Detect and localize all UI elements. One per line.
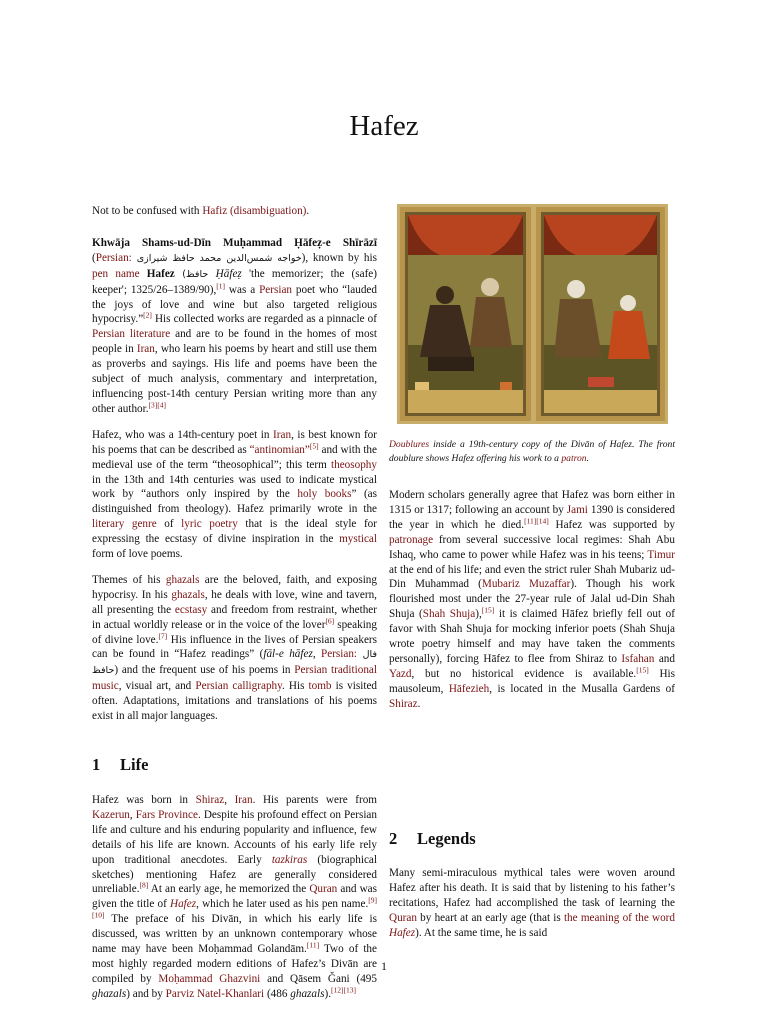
ref-11-14[interactable]: [11][14] bbox=[524, 516, 549, 526]
ref-3-4[interactable]: [3][4] bbox=[148, 400, 167, 410]
doublures-figure bbox=[397, 204, 668, 424]
persian-calligraphy-link[interactable]: Persian calligraphy bbox=[195, 680, 282, 693]
legends-paragraph-1: Many semi-miraculous mythical tales were woven around Hafez after his death. It is said that by listening to his father’s recitations, Hafez had accomplished the task of learning the Quran by heart at an early age (that is the meaning of the word Hafez). At the same time, he is said bbox=[389, 867, 675, 939]
persian-people-link[interactable]: Persian bbox=[259, 283, 292, 296]
legends-column bbox=[389, 866, 675, 952]
quran-link[interactable]: Quran bbox=[309, 883, 338, 896]
yazd-link[interactable]: Yazd bbox=[389, 667, 412, 680]
doublure-right-image bbox=[536, 207, 665, 421]
life-paragraph-2: Modern scholars generally agree that Hafez was born either in 1315 or 1317; following an account by Jami 1390 is considered the year in which he died.[11][14] Hafez was supported by patronage from several successive local regimes: Shah Abu Ishaq, who came to power while Hafez was in his teens; Timur at the end of his life; and even the strict ruler Shah Mubariz ud-Din Muhammad (Mubariz Muzaffar). Though his work flourished most under the 27-year rule of Jalal ud-Din Shah Shuja (Shah Shuja),[15] it is claimed Hāfez briefly fell out of favor with Shah Shuja for mocking inferior poets (Shah Shuja wrote poetry himself and may have taken the comments personally), forcing Hāfez to flee from Shiraz to Isfahan and Yazd, but no historical evidence is available.[15] His mausoleum, Hāfezieh, is located in the Musalla Gardens of Shiraz. bbox=[389, 489, 676, 710]
intro-paragraph-1: Khwāja Shams-ud-Dīn Muḥammad Ḥāfeẓ-e Shīrāzī (Persian: خواجه شمس‌الدین محمد حافظ شیرازی), known by his pen name Hafez (حافظ Ḥāfeẓ 'the memorizer; the (safe) keeper'; 1325/26–1389/90),[1] was a Persian poet who “lauded the joys of love and wine but also targeted religious hypocrisy.”[2] His collected works are regarded as a pinnacle of Persian literature and are to be found in the homes of most people in Iran, who learn his poems by heart and still use them as proverbs and sayings. His life and poems have been the subject of much analysis, commentary and interpretation, influencing post-14th century Persian writing more than any other author.[3][4] bbox=[92, 236, 378, 415]
intro-paragraph-2: Hafez, who was a 14th-century poet in Iran, is best known for his poems that can be described as “antinomian”[5] and with the medieval use of the term “theosophical”; this term theosophy in the 13th and 14th centuries was used to indicate mystical work by “authors only inspired by the holy books” (as distinguished from theology). Hafez primarily wrote in the literary genre of lyric poetry that is the ideal style for expressing the ecstasy of divine inspiration in the mystical form of love poems. bbox=[92, 428, 378, 561]
full-name: Khwāja Shams-ud-Dīn Muḥammad Ḥāfeẓ-e Shīrāzī bbox=[92, 236, 377, 249]
shiraz-link[interactable]: Shiraz bbox=[195, 794, 225, 806]
theosophy-link[interactable]: theosophy bbox=[331, 458, 377, 471]
persian-language-link-2[interactable]: Persian: bbox=[321, 648, 358, 661]
ref-2[interactable]: [2] bbox=[143, 310, 152, 320]
mystical-link[interactable]: mystical bbox=[339, 533, 377, 546]
patronage-link[interactable]: patronage bbox=[389, 533, 434, 546]
ref-5[interactable]: [5] bbox=[309, 440, 319, 450]
literary-genre-link[interactable]: literary genre bbox=[92, 518, 157, 531]
ref-15-b[interactable]: [15] bbox=[636, 665, 649, 675]
holy-books-link[interactable]: holy books bbox=[297, 488, 352, 501]
page-title: Hafez bbox=[349, 110, 419, 142]
shah-shuja-link[interactable]: Shah Shuja bbox=[422, 608, 476, 621]
ref-1[interactable]: [1] bbox=[216, 280, 226, 290]
life-paragraph-1: Hafez was born in Shiraz, Iran. His parents were from Kazerun, Fars Province. Despite his profound effect on Persian life and culture and his enduring popularity and influence, few details of his life are known. Accounts of his early life rely upon traditional anecdotes. Early tazkiras (biographical sketches) mentioning Hafez are generally considered unreliable.[8] At an early age, he memorized the Quran and was given the title of Hafez, which he later used as his pen name.[9][10] The preface of his Divān, in which his early life is discussed, was written by an unknown contemporary whose name may have been Moḥammad Golandām.[11] Two of the most highly regarded modern editions of Hafez’s Divān are compiled by Moḥammad Ghazvini and Qāsem Ǧani (495 ghazals) and by Parviz Natel-Khanlari (486 ghazals).[12][13] bbox=[92, 794, 377, 1000]
ref-15[interactable]: [15] bbox=[481, 605, 495, 615]
meaning-of-hafez-link[interactable]: the meaning of the word Hafez bbox=[389, 911, 675, 939]
right-column bbox=[389, 488, 675, 723]
section-heading-legends: 2 Legends bbox=[389, 829, 476, 848]
pen-name-link[interactable]: pen name bbox=[92, 267, 140, 280]
hatnote: Not to be confused with Hafiz (disambiguation). bbox=[92, 205, 310, 217]
jami-link[interactable]: Jami bbox=[566, 503, 588, 516]
hafez-title-link[interactable]: Hafez bbox=[170, 898, 197, 911]
timur-link[interactable]: Timur bbox=[647, 548, 675, 561]
persian-traditional-music-link[interactable]: Persian traditional music bbox=[92, 664, 377, 693]
hafezieh-link[interactable]: Hāfezieh bbox=[448, 682, 490, 695]
ref-8[interactable]: [8] bbox=[139, 880, 149, 890]
ghazvini-link[interactable]: Moḥammad Ghazvini bbox=[158, 972, 261, 985]
antinomian-link[interactable]: “antinomian” bbox=[249, 443, 310, 456]
patron-link[interactable]: patron bbox=[561, 453, 587, 464]
hafiz-disambiguation-link[interactable]: Hafiz (disambiguation) bbox=[202, 205, 307, 217]
ecstasy-link[interactable]: ecstasy bbox=[174, 603, 208, 616]
parviz-natel-khanlari-link[interactable]: Parviz Natel-Khanlari bbox=[165, 987, 265, 1000]
ref-6[interactable]: [6] bbox=[325, 615, 335, 625]
doublure-left-image bbox=[400, 207, 531, 421]
left-column bbox=[92, 204, 377, 735]
isfahan-link[interactable]: Isfahan bbox=[621, 652, 655, 665]
persian-literature-link[interactable]: Persian literature bbox=[92, 328, 171, 341]
kazerun-link[interactable]: Kazerun bbox=[92, 808, 130, 821]
life-column-left bbox=[92, 793, 377, 1013]
fars-province-link[interactable]: Fars Province bbox=[135, 808, 198, 821]
tomb-link[interactable]: tomb bbox=[308, 680, 332, 693]
intro-paragraph-3: Themes of his ghazals are the beloved, faith, and exposing hypocrisy. In his ghazals, he deals with love, wine and tavern, all presenting the ecstasy and freedom from restraint, whether in actual worldly release or in the voice of the lover[6] speaking of divine love.[7] His influence in the lives of Persian speakers can be found in “Hafez readings” (fāl-e hāfez, Persian: فال حافظ) and the frequent use of his poems in Persian traditional music, visual art, and Persian calligraphy. His tomb is visited often. Adaptations, imitations and translations of his poems exist in all major languages. bbox=[92, 573, 378, 723]
figure-caption: Doublures inside a 19th-century copy of the Divān of Hafez. The front doublure shows Hafez offering his work to a patron. bbox=[389, 439, 675, 464]
section-heading-life: 1 Life bbox=[92, 755, 149, 774]
iran-link-3[interactable]: Iran bbox=[234, 794, 253, 806]
page-number: 1 bbox=[381, 961, 387, 973]
tazkiras-link[interactable]: tazkiras bbox=[271, 853, 308, 866]
doublures-link[interactable]: Doublures bbox=[389, 439, 430, 450]
lyric-poetry-link[interactable]: lyric poetry bbox=[181, 518, 238, 531]
iran-link-2[interactable]: Iran bbox=[273, 428, 292, 441]
ref-9-10[interactable]: [9][10] bbox=[92, 895, 377, 920]
mubariz-muzaffar-link[interactable]: Mubariz Muzaffar bbox=[481, 578, 571, 591]
iran-link[interactable]: Iran bbox=[136, 343, 155, 356]
ref-7[interactable]: [7] bbox=[158, 630, 168, 640]
quran-link-2[interactable]: Quran bbox=[389, 911, 417, 924]
ref-12-13[interactable]: [12][13] bbox=[331, 985, 356, 995]
ref-11[interactable]: [11] bbox=[306, 940, 320, 950]
ghazals-link-2[interactable]: ghazals bbox=[171, 588, 205, 601]
ghazals-link[interactable]: ghazals bbox=[165, 573, 200, 586]
shiraz-link-2[interactable]: Shiraz bbox=[389, 697, 418, 710]
persian-language-link[interactable]: Persian: bbox=[95, 251, 132, 264]
